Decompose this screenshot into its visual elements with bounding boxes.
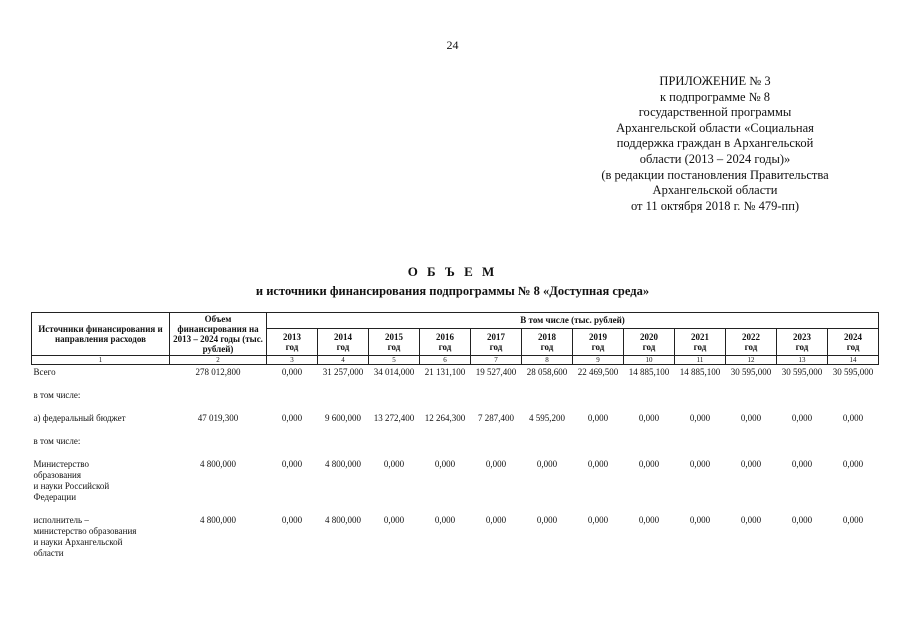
row-value: 30 595,000 (730, 367, 772, 377)
row-value: 30 595,000 (832, 367, 874, 377)
row-label (32, 449, 170, 505)
appendix-line: Архангельской области «Социальная (616, 120, 814, 135)
table-row (32, 365, 879, 381)
row-value (675, 426, 726, 449)
row-value (675, 380, 726, 403)
row-label-line: Министерство (33, 459, 89, 469)
row-total (170, 380, 267, 403)
appendix-line: ПРИЛОЖЕНИЕ № 3 (659, 74, 771, 88)
row-value: 0,000 (689, 515, 711, 525)
row-value: 34 014,000 (373, 367, 415, 377)
row-label-line: исполнитель – (33, 515, 89, 525)
row-label-line: министерство образования (33, 526, 137, 536)
year-header-2023 (777, 328, 828, 355)
column-number-row (32, 356, 879, 365)
year-header-2019 (573, 328, 624, 355)
year-header-2021 (675, 328, 726, 355)
row-value (777, 426, 828, 449)
year-unit: год (387, 341, 401, 352)
column-number: 9 (573, 356, 624, 365)
row-value (573, 380, 624, 403)
row-value (318, 380, 369, 403)
row-value: 0,000 (587, 413, 609, 423)
year-label: 2020 (640, 331, 658, 342)
column-number: 14 (828, 356, 879, 365)
row-label-line: Федерации (33, 492, 77, 502)
row-value (267, 426, 318, 449)
row-value: 0,000 (842, 515, 864, 525)
row-value: 0,000 (638, 459, 660, 469)
table-body (32, 365, 879, 562)
year-unit: год (438, 341, 452, 352)
title-main: О Б Ъ Е М (407, 264, 498, 279)
financing-table (31, 312, 879, 561)
row-value: 14 885,100 (628, 367, 670, 377)
row-value: 0,000 (281, 367, 303, 377)
year-label: 2014 (334, 331, 352, 342)
row-total (170, 426, 267, 449)
row-value (624, 380, 675, 403)
row-label-line: и науки Архангельской (33, 537, 123, 547)
row-value: 0,000 (842, 459, 864, 469)
row-label-line: а) федеральный бюджет (33, 413, 126, 423)
year-unit: год (591, 341, 605, 352)
row-value: 9 600,000 (325, 413, 361, 423)
table-row (32, 426, 879, 449)
row-value: 0,000 (638, 413, 660, 423)
row-value (267, 380, 318, 403)
row-value: 30 595,000 (781, 367, 823, 377)
column-number: 11 (675, 356, 726, 365)
column-number: 5 (369, 356, 420, 365)
table-row (32, 403, 879, 426)
year-unit: год (285, 341, 299, 352)
row-value: 0,000 (791, 413, 813, 423)
row-value: 0,000 (281, 515, 303, 525)
year-unit: год (795, 341, 809, 352)
title-sub: и источники финансирования подпрограммы № 8 «Доступная среда» (255, 284, 650, 298)
column-number: 13 (777, 356, 828, 365)
row-value: 28 058,600 (526, 367, 568, 377)
row-value: 0,000 (434, 459, 456, 469)
row-value: 0,000 (281, 413, 303, 423)
year-unit: год (846, 341, 860, 352)
year-header-2017 (471, 328, 522, 355)
row-value: 4 595,200 (529, 413, 565, 423)
header-group: В том числе (тыс. рублей) (267, 313, 879, 329)
row-value: 31 257,000 (322, 367, 364, 377)
row-value: 0,000 (842, 413, 864, 423)
row-value: 4 800,000 (325, 515, 361, 525)
row-value: 0,000 (638, 515, 660, 525)
row-value: 12 264,300 (424, 413, 466, 423)
year-label: 2017 (487, 331, 505, 342)
row-value (318, 426, 369, 449)
year-header-2024 (828, 328, 879, 355)
year-unit: год (336, 341, 350, 352)
appendix-line: от 11 октября 2018 г. № 479-пп) (630, 198, 800, 213)
row-value (369, 426, 420, 449)
row-label (32, 380, 170, 403)
row-value: 0,000 (383, 459, 405, 469)
row-value: 0,000 (740, 413, 762, 423)
row-value: 22 469,500 (577, 367, 619, 377)
row-value: 13 272,400 (373, 413, 415, 423)
row-label-line: Всего (33, 367, 56, 377)
table-row (32, 380, 879, 403)
row-value (522, 426, 573, 449)
row-value (471, 426, 522, 449)
appendix-line: государственной программы (638, 105, 792, 120)
row-value (828, 380, 879, 403)
row-value: 0,000 (740, 515, 762, 525)
appendix-line: к подпрограмме № 8 (659, 89, 771, 104)
year-label: 2019 (589, 331, 607, 342)
row-label (32, 505, 170, 561)
table-row (32, 449, 879, 505)
row-value: 0,000 (740, 459, 762, 469)
row-value: 0,000 (689, 413, 711, 423)
row-value (369, 380, 420, 403)
column-number: 3 (267, 356, 318, 365)
column-number: 2 (170, 356, 267, 365)
row-value (522, 380, 573, 403)
year-label: 2024 (844, 331, 863, 342)
year-label: 2023 (793, 331, 811, 342)
row-value: 0,000 (536, 515, 558, 525)
header-total-volume: Объем финансирования на 2013 – 2024 годы (тыс. рублей) (170, 313, 267, 356)
year-unit: год (489, 341, 503, 352)
row-total: 278 012,800 (195, 367, 241, 377)
table-row (32, 505, 879, 561)
row-value: 14 885,100 (679, 367, 721, 377)
row-label (32, 403, 170, 426)
year-label: 2015 (385, 331, 403, 342)
row-label-line: области (33, 548, 64, 558)
row-total: 4 800,000 (200, 515, 236, 525)
row-value (726, 426, 777, 449)
year-header-2016 (420, 328, 471, 355)
row-value: 0,000 (383, 515, 405, 525)
row-value: 0,000 (281, 459, 303, 469)
row-value (573, 426, 624, 449)
year-unit: год (540, 341, 554, 352)
appendix-line: (в редакции постановления Правительства (601, 167, 829, 182)
year-unit: год (744, 341, 758, 352)
year-header-2022 (726, 328, 777, 355)
year-header-2020 (624, 328, 675, 355)
year-header-2018 (522, 328, 573, 355)
document-title (0, 264, 905, 299)
row-value (420, 380, 471, 403)
year-unit: год (642, 341, 656, 352)
row-value (624, 426, 675, 449)
year-label: 2016 (436, 331, 454, 342)
row-value: 0,000 (434, 515, 456, 525)
row-total: 4 800,000 (200, 459, 236, 469)
column-number: 12 (726, 356, 777, 365)
header-sources: Источники финансирования и направления расходов (32, 313, 170, 356)
year-label: 2022 (742, 331, 760, 342)
year-unit: год (693, 341, 707, 352)
year-header-2014 (318, 328, 369, 355)
row-label-line: в том числе: (33, 390, 81, 400)
row-label (32, 365, 170, 381)
column-number: 1 (32, 356, 170, 365)
appendix-line: поддержка граждан в Архангельской (616, 136, 814, 151)
row-value: 0,000 (485, 459, 507, 469)
year-label: 2013 (283, 331, 301, 342)
row-label-line: образования (33, 470, 81, 480)
row-value (471, 380, 522, 403)
row-value: 7 287,400 (478, 413, 514, 423)
page-number: 24 (446, 38, 459, 52)
row-value: 19 527,400 (475, 367, 517, 377)
column-number: 7 (471, 356, 522, 365)
year-header-2015 (369, 328, 420, 355)
row-value (420, 426, 471, 449)
appendix-line: области (2013 – 2024 годы)» (639, 151, 791, 166)
row-value: 4 800,000 (325, 459, 361, 469)
year-header-2013 (267, 328, 318, 355)
column-number: 6 (420, 356, 471, 365)
row-value: 21 131,100 (424, 367, 466, 377)
row-value: 0,000 (791, 459, 813, 469)
row-value: 0,000 (536, 459, 558, 469)
row-value (726, 380, 777, 403)
row-total: 47 019,300 (197, 413, 239, 423)
row-value (777, 380, 828, 403)
row-label-line: в том числе: (33, 436, 81, 446)
appendix-line: Архангельской области (652, 183, 778, 198)
year-label: 2018 (538, 331, 556, 342)
row-value: 0,000 (689, 459, 711, 469)
year-label: 2021 (691, 331, 709, 342)
appendix-header (560, 74, 870, 214)
column-number: 8 (522, 356, 573, 365)
row-value: 0,000 (485, 515, 507, 525)
row-value: 0,000 (791, 515, 813, 525)
row-label (32, 426, 170, 449)
row-value (828, 426, 879, 449)
row-value: 0,000 (587, 459, 609, 469)
column-number: 4 (318, 356, 369, 365)
row-value: 0,000 (587, 515, 609, 525)
row-label-line: и науки Российской (33, 481, 110, 491)
column-number: 10 (624, 356, 675, 365)
